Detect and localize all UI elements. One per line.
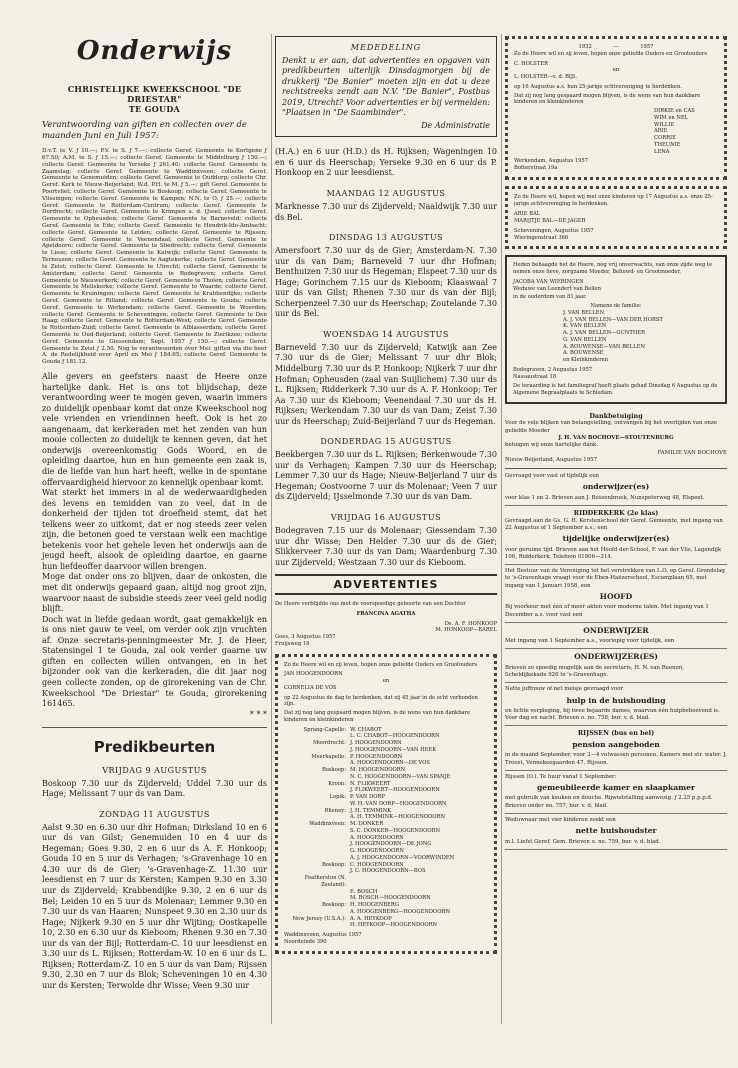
family-names: P. VAN DORP (350, 794, 385, 801)
family-place (284, 835, 350, 842)
column-2 (275, 34, 497, 960)
family-row (284, 727, 488, 734)
article-heading: CHRISTELIJKE KWEEKSCHOOL "DE DRIESTAR" (67, 84, 242, 104)
family-place (284, 801, 350, 808)
family-names: M. BOSCH—HOOGENDOORN (350, 895, 431, 902)
day-text: Bodegraven 7.15 uur ds Molenaar; Giessendam 7.30 uur dhr Wisse; Den Helder 7.30 uur ds de Gier; Slikkerveer 7.30 uur ds van Dam; Waardenburg 7.30 uur Zijderveld; Westzaan 7.30 uur ds Kieboom. (275, 526, 497, 567)
day-text: Barneveld 7.30 uur ds Zijderveld; Katwijk aan Zee 7.30 uur ds de Gier; Melissant 7 uur dhr Blok; Middelburg 7.30 uur ds P. Honkoop; Nijkerk 7 uur dhr Hofman; Opheusden (zaal van Suijlichem) 7.30 uur ds L. Rijksen; Ridderkerk 7.30 uur ds A. F. Honkoop; Ter Aa 7.30 uur ds Kieboom; Veenendaal 7.30 uur ds H. Rijksen; Werkendam 7.30 uur ds van Dam; Zeist 7.30 uur ds Heerschap; Zuid-Beijerland 7 uur ds Hegeman. (275, 342, 497, 426)
family-place (284, 733, 350, 740)
paragraph: Wat sterkt het immers in al de wederwaardigheden des levens en temidden van zo veel, dat in de donkerheid der tijden tot droefheid stemt, dat het telkens weer zo uitkomt, dat er nog steeds zeer velen zijn, die betonen goed te verstaan welk een machtige betekenis voor het gehele leven het onderwijs aan de jeugd heeft, alsook de opleiding daartoe, en gaarne hun liefdeoffer daarvoor willen brengen. (42, 488, 267, 571)
family-place: Boskoop: (321, 767, 346, 774)
family-member: K. VAN BELLEN (563, 323, 607, 330)
ad-address: Noordeinde 390 (284, 938, 327, 945)
column-rule (271, 34, 272, 1024)
mededeling-sign: De Administratie (421, 121, 490, 131)
advertenties-title: ADVERTENTIES (275, 574, 497, 595)
family-place: Rhenoy: (324, 807, 346, 814)
family-names: J. HOOGENDOORN—DE JONG (350, 841, 432, 848)
paragraph: Moge dat onder ons zo blijven, daar de onkosten, die met dit onderwijs gepaard gaan, altijd nog groot zijn, waarvoor naast de subsidie steeds zeer veel geld nodig blijft. (42, 572, 267, 614)
classified-ad (505, 652, 727, 679)
family-names: W. CHABOT (350, 726, 382, 733)
classified-text: voor klas 1 en 2. Brieven aan J. Bossenbroek, Nunspeterweg 48, Elspeet. (505, 494, 705, 501)
day-text: (H.A.) en 6 uur (H.D.) ds H. Rijksen; Wageningen 10 en 6 uur ds Heerschap; Yerseke 9.30 en 6 uur ds P. Honkoop en 2 uur leesdienst. (275, 147, 497, 178)
family-place: Boskoop: (321, 902, 346, 909)
day-text: Beekbergen 7.30 uur ds L. Rijksen; Berkenwoude 7.30 uur ds Verhagen; Kampen 7.30 uur ds Heerschap; Lemmer 7.30 uur ds Hage; Nieuw-Beijerland 7 uur ds Hegeman; Oostvoorne 7 uur ds Molenaar; Veen 7 uur ds Zijderveld; IJsselmonde 7.30 uur ds van Dam. (275, 450, 497, 502)
family-row (284, 902, 488, 909)
divider (505, 564, 727, 565)
classified-text: Bij voorkeur met één of meer akten voor moderne talen. Met ingang van 1 December a.s. voor vast een (505, 604, 709, 618)
divider (505, 770, 727, 771)
family-place: Moerkapelle: (311, 753, 346, 760)
birth-place: Goes, 3 Augustus 1957 (275, 634, 336, 641)
ad-name: MARIJTJE BAL—DE JAGER (514, 218, 586, 224)
family-member: G. VAN BELLEN (563, 336, 607, 343)
divider (505, 505, 727, 506)
family-names: A. HOOGENDOORN—DE VOS (350, 760, 430, 767)
family-row (284, 916, 488, 923)
family-row (284, 814, 488, 821)
family-row (284, 821, 488, 828)
day-text: Aalst 9.30 en 6.30 uur dhr Hofman; Dirksland 10 en 6 uur ds van Gilst; Genemuiden 10 en 4 uur ds Hegeman; Goes 9.30, 2 en 6 uur ds A. F. Honkoop; Gouda 10 en 5 uur ds Verhagen; 's-Gravenhage 10 en 4.30 uur ds de Gier; 's-Gravenhage-Z. 11.30 uur leesdienst en 7 uur ds Kersten; Kampen 9.30 en 3.30 uur ds Zijderveld; Krabbendijke 9.30, 2 en 6 uur ds Bel; Leiden 10 en 5 uur ds Molenaar; Lemmer 9.30 en 7.30 uur ds van Haaren; Nunspeet 9.30 en 2.30 uur ds Hage; Nijkerk 9.30 en 5 uur dhr Wijting; Oostkapelle 10, 2.30 en 6.30 uur ds Kieboom; Rhenen 9.30 en 7.30 uur ds van der Bijl; Rotterdam-C. 10 uur leesdienst en 3.30 uur ds L. Rijksen; Rotterdam-W. 10 en 6 uur ds L. Rijksen; Rotterdam-Z. 10 en 5 uur ds van Dam; Rijssen 9.30, 2.30 en 7 uur ds Blok; Scheveningen 10 en 4.30 uur ds Kersten; Terwolde dhr Wisse; Veen 9.30 uur (42, 822, 267, 990)
ad-intro: Zo de Heere wil en zij leven, hopen onze geliefde Ouders en Grootouders (284, 661, 478, 668)
classified-big: hulp in de huishouding (566, 695, 666, 705)
divider (42, 727, 267, 728)
family-list (284, 727, 488, 930)
classified-ad (505, 817, 727, 846)
family-row (284, 774, 488, 781)
day-text: Marknesse 7.30 uur ds Zijderveld; Naaldwijk 7.30 uur ds Bel. (275, 201, 497, 222)
mededeling-text: Denkt u er aan, dat advertenties en opgaven van predikbeurten uiterlijk Dinsdagmorgen bij de drukkerij "De Banier" moeten zijn en dat u deze rechtstreeks zendt aan N.V. "De Banier", Postbus 2019, Utrecht? Voor advertenties er bij vermelden: "Plaatsen in "De Saambinder". (282, 56, 490, 117)
year-dash: — (613, 44, 619, 50)
classified-lead: Rijssen (O.). Te huur vanaf 1 September: (505, 773, 617, 780)
classified-text: en lichte verpleging, bij twee bejaarde dames, waarvan één hulpbehoevend is. Voor dag en nacht. Brieven o. no. 758, bur. v. d. blad. (505, 707, 720, 722)
thanks-place: Nieuw-Beijerland, Augustus 1957 (505, 456, 598, 463)
divider (505, 725, 727, 726)
day-text: Amersfoort 7.30 uur ds de Gier; Amsterdam-N. 7.30 uur ds van Dam; Barneveld 7 uur dhr Hofman; Benthuizen 7.30 uur ds Hegeman; Elspeet 7.30 uur ds Hage; Gorinchem 7.15 uur ds Kieboom; Klaaswaal 7 uur ds van Gilst; Rhenen 7.30 uur ds van der Bijl; Scherpenzeel 7.30 uur ds Heerschap; Zoutelande 7.30 uur ds Bel. (275, 246, 497, 319)
family-row (284, 855, 488, 862)
classified-lead: Het Bestuur van de Vereniging tot het verstrekken van L.O. op Geref. Grondslag te 's-Gravenhage vraagt voor de Eben-Haëzerschool, Escamplaan 65, met ingang van 1 Januari 1958, een (505, 568, 725, 589)
year-end: 1957 (640, 44, 654, 50)
family-row (284, 767, 488, 774)
family-place (284, 855, 350, 862)
family-row (284, 760, 488, 767)
ad-place: Werkendam, Augustus 1957 (514, 158, 588, 165)
child-name: ARIE (654, 128, 668, 135)
thanks-sign: FAMILIE VAN BOCHOVE (657, 449, 727, 456)
family-names: E. BOSCH (350, 888, 378, 895)
classified-text: voor geruime tijd. Brieven aan het Hoofd der School, F. van der Vlis, Lagendijk 106, Ridderkerk, Telefoon 01806—314. (505, 546, 722, 560)
stars-divider: * * * (249, 709, 267, 719)
classified-big: pension aangeboden (572, 740, 660, 749)
family-place (284, 895, 350, 902)
ad-address: Botterstraat 19a (514, 165, 558, 171)
family-place (284, 747, 350, 754)
family-names: A. A. HEYKOOP (350, 915, 392, 922)
family-names: M. DONKER (350, 821, 384, 828)
ad-text: op 22 Augustus de dag te herdenken, dat zij 45 jaar in de echt verbonden zijn. (284, 694, 478, 708)
death-name: JACOBA VAN WIERINGEN (513, 278, 584, 285)
death-intro: Heden behaagde het de Heere, nog vrij onverwachts, van onze zijde weg te nemen onze lieve, zorgzame Moeder, Behuwd- en Grootmoeder, (513, 262, 713, 275)
family-names: N. C. HOOGENDOORN—VAN SPANJE (350, 773, 451, 780)
column-rule (501, 34, 502, 1024)
death-address: Nassaustraat 18 (513, 373, 557, 380)
child-name: CORRIE (654, 135, 676, 141)
family-place (284, 922, 350, 929)
family-place (284, 828, 350, 835)
child-name: WILLIE (654, 121, 675, 128)
ad-name: C. HOLSTER (514, 60, 549, 67)
family-row (284, 828, 488, 835)
article-intro: Verantwoording van giften en collecten over de maanden Juni en Juli 1957: (42, 120, 247, 142)
birth-name: FRANCINA AGATHA (356, 610, 416, 617)
family-place (284, 909, 350, 916)
day-heading: DONDERDAG 15 AUGUSTUS (320, 437, 452, 447)
family-place (284, 787, 350, 794)
death-age: in de ouderdom van 81 jaar. (513, 294, 587, 301)
day-heading: VRIJDAG 9 AUGUSTUS (102, 765, 207, 775)
ad-name: JAN HOOGENDOORN (284, 671, 343, 678)
family-row (284, 787, 488, 794)
family-names: P. HOOGENDOORN (350, 753, 403, 760)
birth-text: De Heere verblijdde ons met de voorspoedige geboorte van een Dochter (275, 601, 466, 608)
anniversary-ad-bal (505, 186, 727, 250)
thanks-name: J. H. VAN BOCHOVE—STOUTENBURG (558, 434, 674, 441)
family-place (284, 814, 350, 821)
paragraph: Alle gevers en geefsters naast de Heere onze hartelijke dank. Het is ons tot blijdschap, deze verantwoording weer te mogen geven, waarin immers zo duidelijk openbaar komt dat onze Kweekschool nog vele vrienden en vriendinnen heeft. Ook is het zo aangenaam, dat kerkeraden met het zenden van hun mooie collecten zo duidelijk te kennen geven, dat het onderwijs overeenkomstig Gods Woord, en de opleiding daartoe, hun en hun gemeente een zaak is, die de liefde van hun hart heeft, welke in de spontane offervaardigheid hiervoor zo kennelijk openbaar komt. (42, 372, 267, 487)
classified-big: ONDERWIJZER(ES) (574, 652, 658, 662)
day-text: Boskoop 7.30 uur ds Zijderveld; Uddel 7.30 uur ds Hage; Melissant 7 uur ds van Dam. (42, 778, 267, 799)
anniversary-ad (275, 654, 497, 954)
divider (505, 813, 727, 814)
classified-text: in de maand September, voor 2—4 volwassen personen. Kamers met str. water. J. Troost, Vennekeegaarden 47, Rijssen. (505, 752, 727, 766)
children-list (514, 108, 718, 155)
family-row (284, 801, 488, 808)
family-place: Waddinxveen: (309, 821, 346, 828)
family-row (284, 862, 488, 869)
ad-intro: Zo de Heere wil en zij leven, hopen onze geliefde Ouders en Grootouders (514, 50, 708, 57)
death-notice (505, 255, 727, 404)
family-heading: Namens de familie: (590, 303, 642, 309)
family-row (284, 841, 488, 848)
family-names: A. J. HOOGENDOORN—VOORWINDEN (350, 854, 455, 861)
family-row (284, 733, 488, 740)
family-member: A. J. VAN BELLEN—VAN DER HORST (563, 316, 663, 323)
section-title: Onderwijs (76, 36, 233, 66)
ad-thanks: Dat zij nog lang gespaard mogen blijven, is de wens van hun dankbare kinderen en kleinkinderen (284, 710, 471, 723)
family-place (284, 889, 350, 896)
classified-big: nette huishoudster (575, 826, 657, 836)
family-row (284, 848, 488, 855)
family-names: J. FLIKWEERT—HOOGENDOORN (350, 787, 440, 794)
family-row (284, 740, 488, 747)
classified-text: met gebruik van keuken en douche. Rijwielstalling aanwezig. ƒ 2.25 p.p.p.d. Brieven onder no. 757, bur. v. d. blad. (505, 795, 713, 809)
family-row (284, 781, 488, 788)
ad-and: en (612, 67, 620, 74)
family-names: A. HOOGENBERG—HOOGENDOORN (350, 908, 450, 915)
classified-ad (505, 626, 727, 646)
family-names: C. HOOGENDOORN (350, 861, 404, 868)
family-place: Sprang-Capelle: (303, 726, 346, 733)
family-row (284, 835, 488, 842)
death-family (513, 310, 719, 364)
ad-address: Wieringenstraat 366 (514, 234, 569, 241)
family-member: A. BOUWENSE—VAN BELLEN (563, 343, 645, 350)
mededeling-box (275, 36, 497, 137)
family-names: N. FLIKWEERT (350, 780, 391, 787)
ad-name: ARIE BAL (514, 211, 541, 218)
family-member: A. J. VAN BELLEN—GUNTHER (563, 330, 646, 336)
classified-big: ONDERWIJZER (583, 625, 649, 635)
column-1 (42, 34, 267, 991)
family-member: en Kleinkinderen (563, 357, 609, 363)
birth-announcement (275, 601, 497, 648)
family-names: J. H. TEMMINK (350, 807, 392, 814)
classified-lead: Weduwnaar met vier kinderen zoekt een (505, 816, 616, 823)
classified-hd: RIDDERKERK (2e klas) (573, 509, 659, 518)
family-names: J. HOOGENDOORN (350, 740, 402, 747)
family-row (284, 909, 488, 916)
thanks-notice (505, 412, 727, 464)
ad-and: en (382, 678, 390, 685)
year-start: 1932 (578, 44, 592, 50)
divider (505, 622, 727, 623)
ad-name: CORNELIA DE VOS (284, 684, 337, 691)
family-place: Boskoop: (321, 861, 346, 868)
family-names: H. HOOGENBERG (350, 902, 399, 909)
mededeling-title: MEDEDELING (350, 43, 422, 52)
classified-ad (505, 509, 727, 561)
day-heading: DINSDAG 13 AUGUSTUS (328, 233, 444, 243)
classified-text: Met ingang van 1 September a.s., voorlopig voor tijdelijk, een (505, 638, 675, 645)
child-name: THEUNIE (654, 141, 681, 148)
family-place (284, 774, 350, 781)
thanks-title: Dankbetuiging (589, 411, 643, 420)
ad-place: Waddinxveen, Augustus 1957 (284, 932, 362, 939)
family-place (284, 848, 350, 855)
predikbeurten-title: Predikbeurten (93, 737, 216, 756)
classified-ad (505, 686, 727, 722)
family-names: S. C. DONKER—HOOGENDOORN (350, 827, 441, 834)
family-names: L. C. CHABOT—HOOGENDOORN (350, 733, 440, 740)
classified-lead: Gevraagd aan de Gs. G. H. Kerstenschool der Geref. Gemeente, met ingang van 22 Augustus of 1 September a.s., een (505, 517, 723, 531)
birth-parent: Ds. A. F. HONKOOP (444, 620, 497, 627)
classified-big: tijdelijke onderwijzer(es) (562, 534, 670, 544)
ad-name: L. HOLSTER—v. d. BIJL (514, 74, 577, 80)
birth-parent: M. HONKOOP—BAREL (435, 627, 497, 634)
family-row (284, 808, 488, 815)
family-names: J. C. HOOGENDOORN—BOS (350, 868, 426, 875)
classified-text: Brieven zo spoedig mogelijk aan de secretaris, H. N. van Reenen, Scheldijkekade 926 te 's-Gravenhage. (505, 664, 685, 678)
family-row (284, 754, 488, 761)
ad-place: Scheveningen, Augustus 1957 (514, 227, 594, 234)
ad-intro: Zo de Heere wil, hopen wij met onze kinderen op 17 Augustus a.s. onze 25-jarige echtvereniging te herdenken. (514, 193, 713, 207)
family-place: Lopik: (329, 794, 346, 801)
classifieds (505, 473, 727, 850)
family-row (284, 889, 488, 896)
death-place: Bodegraven, 2 Augustus 1957 (513, 366, 593, 373)
paragraph: Doch wat in liefde gedaan wordt, gaat gemakkelijk en is ons niet gauw te veel, om verder ook zijn vruchten af. Onze secretaris-penningmeester Mr. J. de Heer, Statensingel 1 te Gouda, zal ook verder gaarne uw giften en collecten willen ontvangen, en in het bijzonder ook van die kerkeraden, die dit jaar nog geen collecte zonden, op de girorekening van de Chr. Kweekschool "De Driestar" te Gouda, girorekening 161465. (42, 614, 267, 709)
classified-lead: Gevraagd voor vast of tijdelijk een (505, 473, 600, 480)
classified-ad (505, 729, 727, 766)
family-names: M. HOOGENDOORN (350, 767, 406, 774)
classified-big: HOOFD (599, 591, 633, 601)
classified-text: m.l. Liefst Geref. Gem. Brieven o. no. 759, bur. v. d. blad. (505, 838, 661, 845)
day-heading: MAANDAG 12 AUGUSTUS (326, 188, 446, 198)
family-place: Featherston (N. Zeeland): (304, 875, 346, 888)
family-names: H. HEYKOOP—HOOGENDOORN (350, 922, 438, 929)
family-names: A. H. TEMMINK—HOOGENDOORN (350, 814, 445, 821)
day-heading: WOENSDAG 14 AUGUSTUS (323, 329, 449, 339)
family-names: A. HOOGENDOORN (350, 834, 404, 841)
divider (505, 468, 727, 469)
child-name: LENA (654, 148, 670, 155)
classified-big: gemeubileerde kamer en slaapkamer (536, 783, 696, 793)
family-member: J. VAN BELLEN (563, 309, 605, 316)
column-3 (505, 34, 727, 853)
death-burial: De teraarding is het familiegraf heeft plaats gehad Dinsdag 6 Augustus op de Algemene Begraafplaats te Schiedam. (513, 383, 718, 396)
family-row (284, 895, 488, 902)
classified-lead: Nette juffrouw of net meisje gevraagd voor (505, 686, 624, 693)
child-name: DIRKIE en CAS (654, 108, 695, 114)
years (514, 44, 718, 51)
divider (505, 682, 727, 683)
classified-ad (505, 473, 727, 502)
day-heading: VRIJDAG 16 AUGUSTUS (330, 513, 442, 523)
ad-thanks: Dat zij nog lang gespaard mogen blijven, is de wens van hun dankbare kinderen en kleinkinderen (514, 92, 701, 106)
family-place (284, 760, 350, 767)
classified-ad (505, 568, 727, 619)
article-subheading: TE GOUDA (128, 104, 181, 114)
family-names: W. H. VAN DORP—HOOGENDOORN (350, 800, 447, 807)
thanks-after: betuigen wij onze hartelijke dank. (505, 442, 599, 449)
child-name: WIM en NEL (654, 114, 689, 121)
classified-ad (505, 774, 727, 810)
gifts-list: D.v.T. te V. ƒ 10.—; P.V. te S. ƒ 7.—; collecte Geref. Gemeente te Kortgene ƒ 67.50; A.M. te S. ƒ 15.—; collecte Geref. Gemeente te Middelburg ƒ 150.—; collecte Geref. Gemeente te Yerseke ƒ 261.40; collecte Geref. Gemeente te Zaamslag; collecte Geref. Gemeente te Waddinxveen; collecte Geref. Gemeente te Genemuiden; collecte Geref. Gemeente te Ouddorp; collecte Chr. Geref. Kerk te Nieuw-Beijerland; W.d. P.H. te M. ƒ 5.—; gift Geref. Gemeente te Poortvliet; collecte Geref. Gemeente te Boskoop; collecte Geref. Gemeente te Vlissingen; collecte Geref. Gemeente te Kampen; N.N. te O. ƒ 25.—; collecte Geref. Gemeente te Rotterdam-Centrum; collecte Geref. Gemeente te Dordrecht; collecte Geref. Gemeente te Krimpen a. d. IJssel; collecte Geref. Gemeente te Opheusden; collecte Geref. Gemeente te Barneveld; collecte Geref. Gemeente te Ede; collecte Geref. Gemeente te Hendrik-Ido-Ambacht; collecte Geref. Gemeente te Leiden; collecte Geref. Gemeente te Rijssen; collecte Geref. Gemeente te Veenendaal; collecte Geref. Gemeente te Apeldoorn; collecte Geref. Gemeente te Sliedrecht; collecte Geref. Gemeente te Lisse; collecte Geref. Gemeente te Katwijk; collecte Geref. Gemeente te Terneuzen; collecte Geref. Gemeente te Aagtekerke; collecte Geref. Gemeente te Zeist; collecte Geref. Gemeente te Utrecht; collecte Geref. Gemeente te Amsterdam; collecte Geref. Gemeente te Bodegraven; collecte Geref. Gemeente te Nieuwerkerk; collecte Geref. Gemeente te Tholen; collecte Geref. Gemeente te Meliskerke; collecte Geref. Gemeente te Waarde; collecte Geref. Gemeente te Kruiningen; collecte Geref. Gemeente te Krabbendijke; collecte Geref. Gemeente te Rilland; collecte Geref. Gemeente te Gouda; collecte Geref. Gemeente te Werkendam; collecte Geref. Gemeente te Woerden; collecte Geref. Gemeente te Scheveningen; collecte Geref. Gemeente te Den Haag; collecte Geref. Gemeente te Rotterdam-West; collecte Geref. Gemeente te Rotterdam-Zuid; collecte Geref. Gemeente te Alblasserdam; collecte Geref. Gemeente te Oud-Beijerland; collecte Geref. Gemeente te Zierikzee; collecte Geref. Gemeente te Giessendam; Sept. 1957 ƒ 150.—; collecte Geref. Gemeente te Zeist ƒ 2.50. Nog te verantwoorden over Mei: giften via die heer A. de Redelijkheid over April en Mei ƒ 184.65; collecte Geref. Gemeente te Gouda ƒ 181.12. (42, 148, 267, 366)
family-names: J. HOOGENDOORN—VAN HEEK (350, 746, 437, 753)
family-row (284, 794, 488, 801)
divider (505, 849, 727, 850)
classified-big: onderwijzer(es) (582, 482, 650, 492)
birth-address: Fruijsweg 18 (275, 640, 310, 647)
family-row (284, 922, 488, 929)
divider (505, 648, 727, 649)
family-place (284, 841, 350, 848)
family-member: A. BOUWENSE (563, 350, 604, 357)
family-row (284, 747, 488, 754)
thanks-text: Voor de vele blijken van belangstelling, ontvangen bij het overlijden van onze geliefde Moeder (505, 420, 717, 434)
anniversary-ad-holster (505, 36, 727, 180)
family-names: G. HOOGENDOORN (350, 848, 404, 855)
death-sub: Weduwe van Leendert van Bellen (513, 285, 601, 292)
day-heading: ZONDAG 11 AUGUSTUS (99, 809, 210, 819)
family-place: New Jersey (U.S.A.): (292, 915, 346, 922)
ad-text: op 16 Augustus a.s. hun 25-jarige echtvereniging te herdenken. (514, 83, 682, 90)
classified-hd: RIJSSEN (bus en bel) (577, 729, 655, 738)
family-place: Kroon: (328, 780, 346, 787)
article-body (42, 372, 267, 710)
family-place: Moordrecht: (313, 740, 346, 747)
family-row (284, 875, 488, 889)
